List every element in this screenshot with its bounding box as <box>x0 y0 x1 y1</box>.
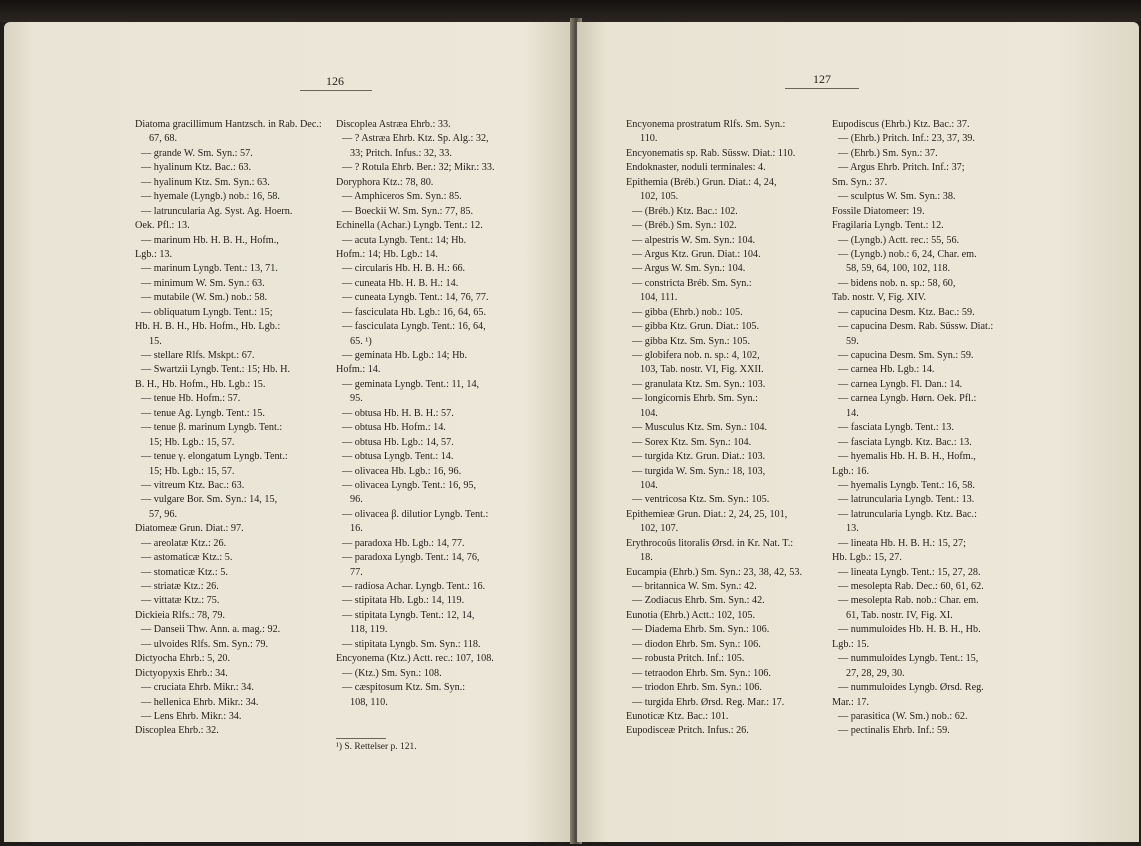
index-entry: — tenue Hb. Hofm.: 57. <box>141 393 241 405</box>
index-entry: 33; Pritch. Infus.: 32, 33. <box>350 147 452 159</box>
index-entry: — hyemalis Hb. H. B. H., Hofm., <box>838 451 976 463</box>
index-entry: — (Lyngb.) nob.: 6, 24, Char. em. <box>838 248 977 260</box>
index-entry: — areolatæ Ktz.: 26. <box>141 537 227 549</box>
index-entry: — geminata Hb. Lgb.: 14; Hb. <box>342 350 468 361</box>
index-column <box>336 118 495 710</box>
index-entry: — (Ktz.) Sm. Syn.: 108. <box>342 667 442 679</box>
index-entry: — pectinalis Ehrb. Inf.: 59. <box>838 725 950 737</box>
index-entry: — latruncularia Lyngb. Ktz. Bac.: <box>838 508 977 520</box>
index-entry: — obtusa Hb. Hofm.: 14. <box>342 422 446 434</box>
right-page <box>577 22 1139 842</box>
index-entry: — mesolepta Rab. nob.: Char. em. <box>838 595 979 607</box>
page-number: 126 <box>326 74 344 88</box>
index-entry: — hyalinum Ktz. Sm. Syn.: 63. <box>141 176 270 188</box>
index-entry: — (Bréb.) Sm. Syn.: 102. <box>632 220 737 232</box>
index-entry: Hb. Lgb.: 15, 27. <box>832 552 902 564</box>
index-entry: — nummuloides Lyngb. Tent.: 15, <box>838 653 979 665</box>
index-entry: Discoplea Ehrb.: 32. <box>135 725 219 737</box>
index-entry: 14. <box>846 407 859 419</box>
index-entry: — latruncularia Ag. Syst. Ag. Hoern. <box>141 205 293 217</box>
index-entry: — tetraodon Ehrb. Sm. Syn.: 106. <box>632 667 771 679</box>
index-entry: Sm. Syn.: 37. <box>832 176 888 188</box>
index-column <box>135 118 322 739</box>
index-entry: Encyonema (Ktz.) Actt. rec.: 107, 108. <box>336 653 494 665</box>
index-entry: — gibba (Ehrb.) nob.: 105. <box>632 306 743 318</box>
index-entry: 15; Hb. Lgb.: 15, 57. <box>149 465 235 477</box>
index-entry: Eupodisceæ Pritch. Infus.: 26. <box>626 725 749 737</box>
index-entry: — obtusa Hb. H. B. H.: 57. <box>342 407 454 419</box>
index-entry: — stipitata Lyngb. Sm. Syn.: 118. <box>342 638 481 650</box>
index-entry: Tab. nostr. V, Fig. XIV. <box>832 292 927 304</box>
index-entry: Eucampia (Ehrb.) Sm. Syn.: 23, 38, 42, 53. <box>626 566 802 578</box>
index-entry: Lgb.: 16. <box>832 465 870 477</box>
index-entry: 77. <box>350 566 363 578</box>
index-entry: — mesolepta Rab. Dec.: 60, 61, 62. <box>838 581 984 592</box>
index-entry: B. H., Hb. Hofm., Hb. Lgb.: 15. <box>135 378 266 390</box>
index-entry: Discoplea Astræa Ehrb.: 33. <box>336 119 451 130</box>
index-entry: Epithemieæ Grun. Diat.: 2, 24, 25, 101, <box>626 508 788 520</box>
index-entry: 16. <box>350 523 363 535</box>
index-entry: — Argus Ktz. Grun. Diat.: 104. <box>632 248 761 260</box>
index-entry: — Amphiceros Sm. Syn.: 85. <box>342 191 462 203</box>
index-entry: — stomaticæ Ktz.: 5. <box>141 566 228 578</box>
index-entry: — ulvoides Rlfs. Sm. Syn.: 79. <box>141 638 269 650</box>
page-number-rule <box>785 88 859 89</box>
index-entry: 15; Hb. Lgb.: 15, 57. <box>149 436 235 448</box>
index-entry: — diodon Ehrb. Sm. Syn.: 106. <box>632 638 761 650</box>
index-entry: — (Lyngb.) Actt. rec.: 55, 56. <box>838 234 960 246</box>
index-entry: 57, 96. <box>149 508 178 520</box>
index-entry: — capucina Desm. Ktz. Bac.: 59. <box>838 306 975 318</box>
index-entry: — Swartzii Lyngb. Tent.: 15; Hb. H. <box>141 364 291 376</box>
index-entry: — vitreum Ktz. Bac.: 63. <box>141 479 245 491</box>
index-entry: Oek. Pfl.: 13. <box>135 220 190 232</box>
index-entry: — mutabile (W. Sm.) nob.: 58. <box>141 292 268 304</box>
index-entry: — cæspitosum Ktz. Sm. Syn.: <box>342 682 466 694</box>
index-entry: — hyalinum Ktz. Bac.: 63. <box>141 162 252 174</box>
index-entry: — (Ehrb.) Sm. Syn.: 37. <box>838 147 938 159</box>
index-entry: — grande W. Sm. Syn.: 57. <box>141 147 253 159</box>
index-entry: — obtusa Hb. Lgb.: 14, 57. <box>342 436 454 448</box>
index-entry: — ? Astræa Ehrb. Ktz. Sp. Alg.: 32, <box>342 133 489 145</box>
index-entry: — globifera nob. n. sp.: 4, 102, <box>632 350 760 361</box>
index-entry: — constricta Bréb. Sm. Syn.: <box>632 277 752 289</box>
index-entry: 102, 105. <box>640 191 679 203</box>
index-entry: 118, 119. <box>350 624 388 636</box>
index-entry: — stipitata Lyngb. Tent.: 12, 14, <box>342 609 475 621</box>
index-entry: — tenue Ag. Lyngb. Tent.: 15. <box>141 407 265 419</box>
index-entry: — (Ehrb.) Pritch. Inf.: 23, 37, 39. <box>838 133 975 145</box>
index-entry: 61, Tab. nostr. IV, Fig. XI. <box>846 609 953 621</box>
index-entry: 110. <box>640 133 658 145</box>
index-entry: — vittatæ Ktz.: 75. <box>141 595 220 607</box>
index-entry: — capucina Desm. Sm. Syn.: 59. <box>838 350 974 361</box>
index-entry: Lgb.: 15. <box>832 638 870 650</box>
index-entry: 102, 107. <box>640 523 679 535</box>
index-entry: — olivacea Hb. Lgb.: 16, 96. <box>342 465 462 477</box>
index-entry: — fasciculata Lyngb. Tent.: 16, 64, <box>342 321 486 333</box>
index-entry: — sculptus W. Sm. Syn.: 38. <box>838 191 956 203</box>
index-entry: Dickieia Rlfs.: 78, 79. <box>135 609 225 621</box>
index-entry: 13. <box>846 523 859 535</box>
index-entry: — marinum Lyngb. Tent.: 13, 71. <box>141 263 278 275</box>
index-entry: — tenue γ. elongatum Lyngb. Tent.: <box>141 451 288 463</box>
index-entry: Encyonema prostratum Rlfs. Sm. Syn.: <box>626 119 786 130</box>
index-entry: 65. ¹) <box>350 335 372 347</box>
index-entry: — hyemalis Lyngb. Tent.: 16, 58. <box>838 479 975 491</box>
index-entry: Eunotia (Ehrb.) Actt.: 102, 105. <box>626 609 756 621</box>
index-entry: 104. <box>640 407 658 419</box>
index-column <box>832 118 993 739</box>
index-entry: Eupodiscus (Ehrb.) Ktz. Bac.: 37. <box>832 119 970 130</box>
index-entry: — vulgare Bor. Sm. Syn.: 14, 15, <box>141 494 278 506</box>
index-entry: 95. <box>350 393 363 405</box>
index-entry: — minimum W. Sm. Syn.: 63. <box>141 277 265 289</box>
index-entry: — gibba Ktz. Sm. Syn.: 105. <box>632 335 751 347</box>
index-entry: Eunoticæ Ktz. Bac.: 101. <box>626 710 729 722</box>
index-entry: — geminata Lyngb. Tent.: 11, 14, <box>342 378 480 390</box>
index-entry: 108, 110. <box>350 696 388 708</box>
index-entry: — bidens nob. n. sp.: 58, 60, <box>838 277 956 289</box>
index-entry: — latruncularia Lyngb. Tent.: 13. <box>838 494 975 506</box>
index-entry: — Diadema Ehrb. Sm. Syn.: 106. <box>632 624 770 636</box>
index-entry: — carnea Hb. Lgb.: 14. <box>838 364 935 376</box>
index-entry: — olivacea β. dilutior Lyngb. Tent.: <box>342 508 489 520</box>
index-entry: — ? Rotula Ehrb. Ber.: 32; Mikr.: 33. <box>342 162 495 174</box>
index-entry: — obliquatum Lyngb. Tent.: 15; <box>141 306 273 318</box>
index-entry: 18. <box>640 552 653 564</box>
index-entry: 58, 59, 64, 100, 102, 118. <box>846 263 951 275</box>
index-entry: — (Bréb.) Ktz. Bac.: 102. <box>632 205 738 217</box>
index-entry: — alpestris W. Sm. Syn.: 104. <box>632 234 756 246</box>
index-entry: — fasciculata Hb. Lgb.: 16, 64, 65. <box>342 306 487 318</box>
footnote: ¹) S. Rettelser p. 121. <box>336 742 417 752</box>
index-entry: — Argus Ehrb. Pritch. Inf.: 37; <box>838 162 965 174</box>
page-number-rule <box>300 90 372 91</box>
index-entry: — turgida W. Sm. Syn.: 18, 103, <box>632 465 766 477</box>
index-entry: 59. <box>846 335 859 347</box>
index-entry: — robusta Pritch. Inf.: 105. <box>632 653 745 665</box>
index-entry: — turgida Ktz. Grun. Diat.: 103. <box>632 451 766 463</box>
index-entry: — britannica W. Sm. Syn.: 42. <box>632 581 757 592</box>
index-entry: — gibba Ktz. Grun. Diat.: 105. <box>632 321 760 333</box>
index-entry: Doryphora Ktz.: 78, 80. <box>336 176 434 188</box>
page-number: 127 <box>813 72 831 86</box>
index-entry: — fasciata Lyngb. Ktz. Bac.: 13. <box>838 436 972 448</box>
index-entry: — astomaticæ Ktz.: 5. <box>141 552 233 564</box>
index-entry: — granulata Ktz. Sm. Syn.: 103. <box>632 378 766 390</box>
index-entry: — longicornis Ehrb. Sm. Syn.: <box>632 393 758 405</box>
index-entry: — olivacea Lyngb. Tent.: 16, 95, <box>342 479 477 491</box>
index-entry: — circularis Hb. H. B. H.: 66. <box>342 263 466 275</box>
index-entry: — Sorex Ktz. Sm. Syn.: 104. <box>632 436 752 448</box>
index-entry: — lineata Lyngb. Tent.: 15, 27, 28. <box>838 566 981 578</box>
index-entry: — lineata Hb. H. B. H.: 15, 27; <box>838 537 966 549</box>
index-entry: — hyemale (Lyngb.) nob.: 16, 58. <box>141 191 280 203</box>
index-entry: — striatæ Ktz.: 26. <box>141 581 219 592</box>
left-page <box>4 22 575 842</box>
index-entry: — ventricosa Ktz. Sm. Syn.: 105. <box>632 494 770 506</box>
index-entry: Fossile Diatomeer: 19. <box>832 205 925 217</box>
index-entry: Diatomeæ Grun. Diat.: 97. <box>135 523 244 535</box>
index-entry: — obtusa Lyngb. Tent.: 14. <box>342 451 454 463</box>
index-entry: Epithemia (Bréb.) Grun. Diat.: 4, 24, <box>626 176 777 188</box>
index-entry: — Boeckii W. Sm. Syn.: 77, 85. <box>342 205 474 217</box>
index-entry: — Danseii Thw. Ann. a. mag.: 92. <box>141 624 281 636</box>
index-entry: — parasitica (W. Sm.) nob.: 62. <box>838 710 968 722</box>
index-entry: Hb. H. B. H., Hb. Hofm., Hb. Lgb.: <box>135 321 281 333</box>
index-entry: Lgb.: 13. <box>135 248 173 260</box>
index-entry: — stipitata Hb. Lgb.: 14, 119. <box>342 595 465 607</box>
index-entry: 27, 28, 29, 30. <box>846 667 905 679</box>
footnote-rule <box>336 738 386 739</box>
index-entry: — cruciata Ehrb. Mikr.: 34. <box>141 682 254 694</box>
index-entry: — cuneata Lyngb. Tent.: 14, 76, 77. <box>342 292 489 304</box>
index-entry: 104, 111. <box>640 292 678 304</box>
index-entry: — Argus W. Sm. Syn.: 104. <box>632 263 746 275</box>
index-entry: — nummuloides Lyngb. Ørsd. Reg. <box>838 682 984 694</box>
index-entry: 104. <box>640 479 658 491</box>
index-entry: Encyonematis sp. Rab. Süssw. Diat.: 110. <box>626 147 796 159</box>
index-entry: Dictyocha Ehrb.: 5, 20. <box>135 653 231 665</box>
index-entry: — Lens Ehrb. Mikr.: 34. <box>141 710 242 722</box>
index-entry: — paradoxa Hb. Lgb.: 14, 77. <box>342 537 465 549</box>
index-entry: Echinella (Achar.) Lyngb. Tent.: 12. <box>336 220 483 232</box>
index-entry: 67, 68. <box>149 133 178 145</box>
index-entry: — Musculus Ktz. Sm. Syn.: 104. <box>632 422 767 434</box>
index-entry: — carnea Lyngb. Hørn. Oek. Pfl.: <box>838 393 977 405</box>
index-entry: — cuneata Hb. H. B. H.: 14. <box>342 277 459 289</box>
index-entry: — acuta Lyngb. Tent.: 14; Hb. <box>342 234 467 246</box>
index-entry: — paradoxa Lyngb. Tent.: 14, 76, <box>342 552 480 564</box>
index-entry: — hellenica Ehrb. Mikr.: 34. <box>141 696 259 708</box>
index-entry: — carnea Lyngb. Fl. Dan.: 14. <box>838 378 963 390</box>
index-entry: — Zodiacus Ehrb. Sm. Syn.: 42. <box>632 595 765 607</box>
index-entry: Erythrocoûs litoralis Ørsd. in Kr. Nat. T.: <box>626 537 794 549</box>
index-entry: — fasciata Lyngb. Tent.: 13. <box>838 422 954 434</box>
index-column <box>626 118 802 739</box>
index-entry: — marinum Hb. H. B. H., Hofm., <box>141 234 279 246</box>
index-entry: Dictyopyxis Ehrb.: 34. <box>135 667 228 679</box>
index-entry: — capucina Desm. Rab. Süssw. Diat.: <box>838 321 994 333</box>
index-entry: 103, Tab. nostr. VI, Fig. XXII. <box>640 364 764 376</box>
index-entry: — radiosa Achar. Lyngb. Tent.: 16. <box>342 581 486 592</box>
index-entry: Hofm.: 14. <box>336 364 381 376</box>
index-entry: Diatoma gracillimum Hantzsch. in Rab. Dec.: <box>135 119 322 130</box>
index-entry: — tenue β. marinum Lyngb. Tent.: <box>141 422 283 434</box>
index-entry: 96. <box>350 494 363 506</box>
index-entry: Endoknaster, noduli terminales: 4. <box>626 162 766 174</box>
index-entry: 15. <box>149 335 162 347</box>
index-entry: — turgida Ehrb. Ørsd. Reg. Mar.: 17. <box>632 696 785 708</box>
index-entry: — nummuloides Hb. H. B. H., Hb. <box>838 624 981 636</box>
index-entry: Mar.: 17. <box>832 696 870 708</box>
index-entry: Fragilaria Lyngb. Tent.: 12. <box>832 220 944 232</box>
index-entry: Hofm.: 14; Hb. Lgb.: 14. <box>336 248 438 260</box>
index-entry: — triodon Ehrb. Sm. Syn.: 106. <box>632 682 762 694</box>
index-entry: — stellare Rlfs. Mskpt.: 67. <box>141 350 255 361</box>
